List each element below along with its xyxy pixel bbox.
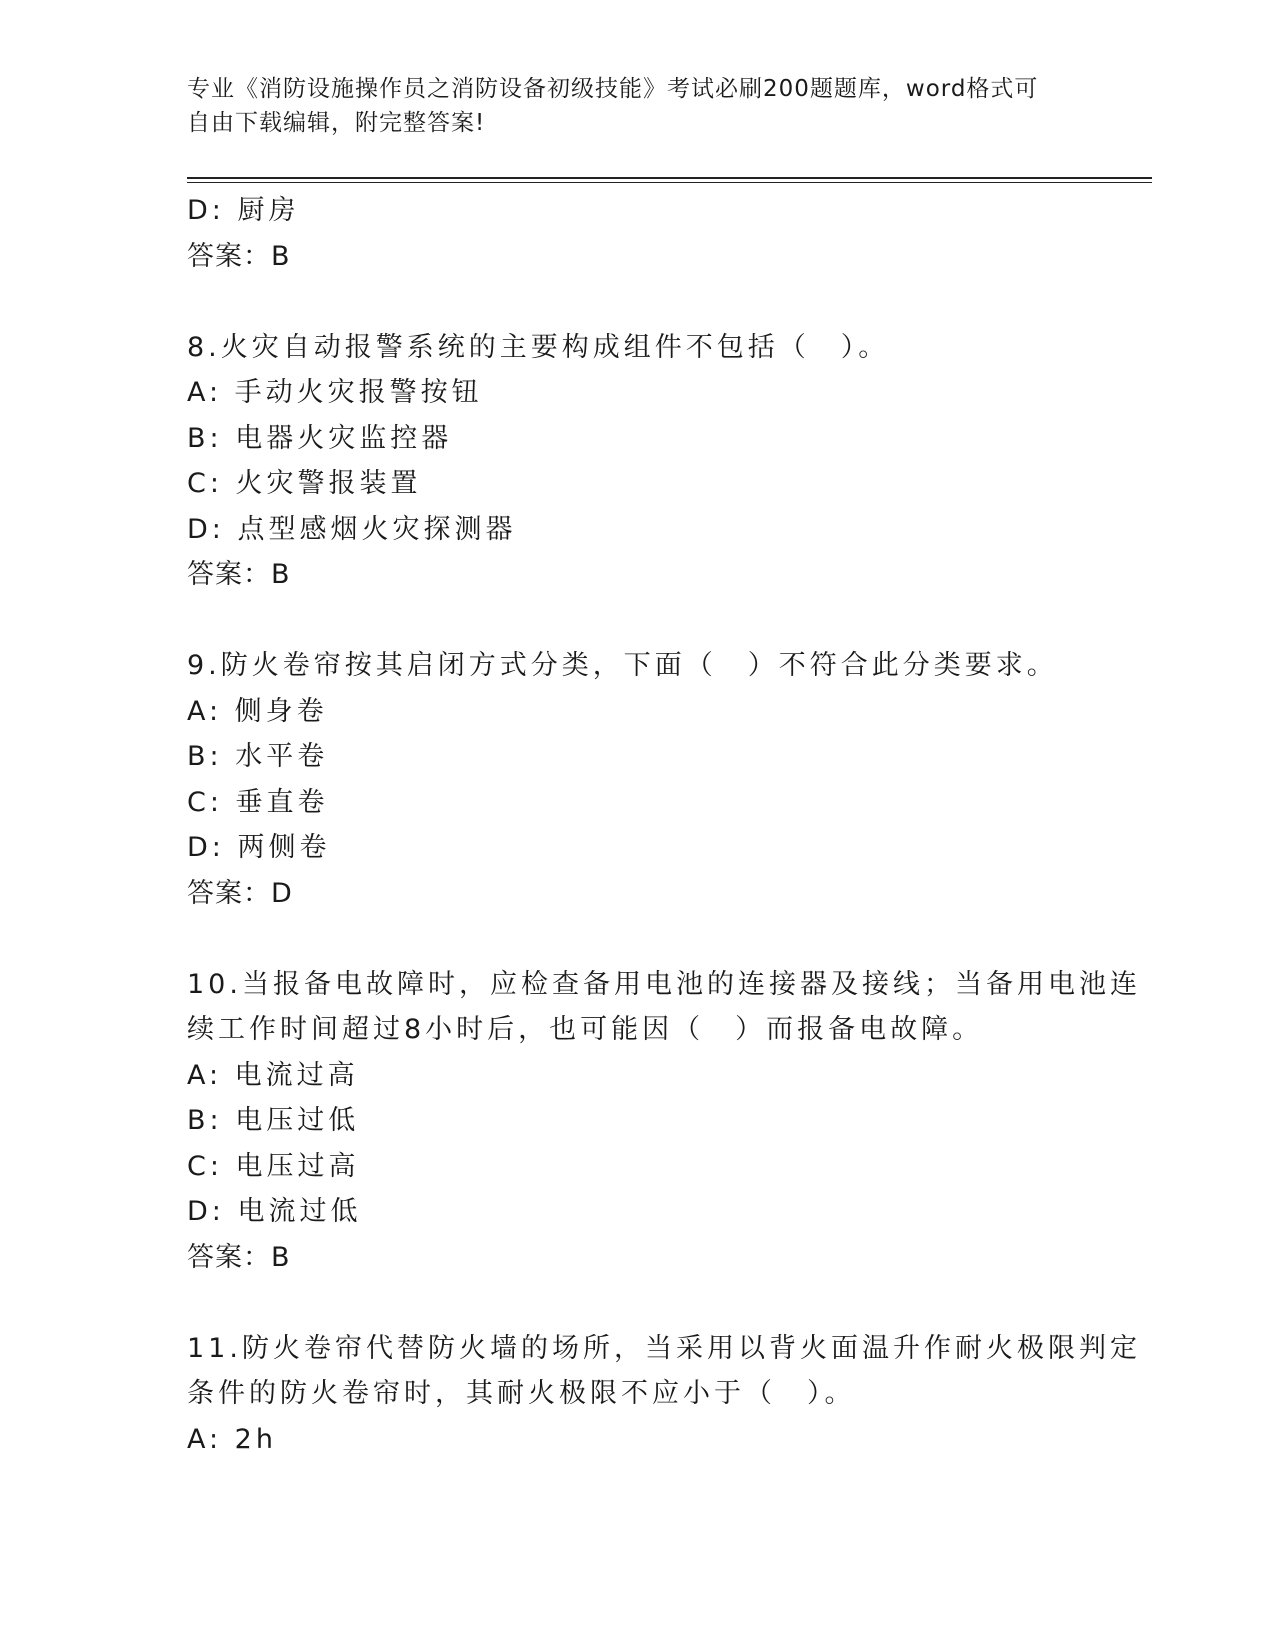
spacer — [187, 916, 1087, 962]
question-9-option-b: B: 水平卷 — [187, 741, 329, 772]
question-11-title-line-1: 11.防火卷帘代替防火墙的场所，当采用以背火面温升作耐火极限判定 — [187, 1332, 1141, 1364]
question-9-title: 9.防火卷帘按其启闭方式分类，下面（ ）不符合此分类要求。 — [187, 650, 1058, 681]
question-10-answer: 答案：B — [187, 1241, 291, 1273]
header-rule-thin — [187, 182, 1152, 183]
question-11-title-line-2: 条件的防火卷帘时，其耐火极限不应小于（ ）。 — [187, 1378, 856, 1409]
option-d-prev: D: 厨房 — [187, 195, 300, 226]
question-9-option-a: A: 侧身卷 — [187, 695, 328, 727]
question-10-option-c: C: 电压过高 — [187, 1150, 360, 1182]
question-8-option-a: A: 手动火灾报警按钮 — [187, 377, 483, 408]
spacer — [187, 279, 1087, 325]
question-9-option-d: D: 两侧卷 — [187, 832, 331, 863]
spacer — [187, 1280, 1087, 1326]
spacer — [187, 598, 1087, 644]
question-9-option-c: C: 垂直卷 — [187, 786, 329, 818]
question-10-title-line-2: 续工作时间超过8小时后，也可能因（ ）而报备电故障。 — [187, 1014, 984, 1045]
header-rule-thick — [187, 177, 1152, 179]
question-10-title-line-1: 10.当报备电故障时，应检查备用电池的连接器及接线；当备用电池连 — [187, 968, 1141, 1000]
question-10-option-a: A: 电流过高 — [187, 1059, 359, 1091]
question-list — [187, 188, 1141, 1462]
question-10-option-b: B: 电压过低 — [187, 1105, 360, 1136]
document-header — [187, 72, 1077, 140]
header-line-2: 自由下载编辑，附完整答案! — [187, 110, 486, 136]
question-8-option-b: B: 电器火灾监控器 — [187, 422, 453, 454]
header-line-1: 专业《消防设施操作员之消防设备初级技能》考试必刷200题题库，word格式可 — [187, 76, 1039, 102]
question-8-answer: 答案：B — [187, 559, 291, 590]
question-8-option-c: C: 火灾警报装置 — [187, 468, 422, 499]
question-8-title: 8.火灾自动报警系统的主要构成组件不包括（ ）。 — [187, 331, 890, 363]
question-11-option-a: A: 2h — [187, 1423, 277, 1455]
question-9-answer: 答案：D — [187, 877, 293, 909]
question-10-option-d: D: 电流过低 — [187, 1196, 362, 1227]
answer-prev: 答案：B — [187, 240, 291, 272]
question-8-option-d: D: 点型感烟火灾探测器 — [187, 513, 517, 545]
